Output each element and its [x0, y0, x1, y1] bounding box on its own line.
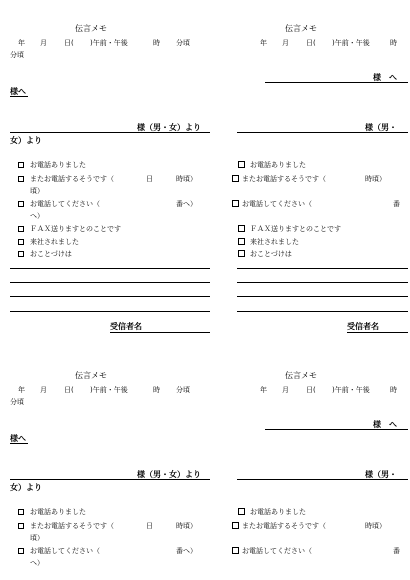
date-year-label: 年: [18, 386, 25, 394]
checkbox-please-call[interactable]: [232, 547, 239, 554]
item-time: 時頃）: [365, 522, 386, 530]
checkbox-called[interactable]: [238, 161, 245, 168]
item-will-call: またお電話するそうです（: [242, 522, 326, 530]
item-number-wrap: へ）: [30, 559, 44, 567]
date-month-label: 月: [282, 39, 289, 47]
item-will-call: またお電話するそうです（: [30, 175, 114, 183]
memo-top-left: [0, 0, 200, 340]
checkbox-message[interactable]: [238, 250, 245, 257]
item-number-wrap: へ）: [30, 212, 44, 220]
message-line-1[interactable]: [237, 268, 408, 269]
checkbox-please-call[interactable]: [18, 548, 24, 554]
item-number: 番: [393, 547, 400, 555]
from-line: [10, 479, 210, 480]
message-line-4[interactable]: [237, 311, 408, 312]
memo-bottom-right: [230, 345, 410, 580]
item-will-call: またお電話するそうです（: [30, 522, 114, 530]
to-line[interactable]: [265, 82, 408, 83]
receiver-line[interactable]: [110, 332, 210, 333]
checkbox-fax[interactable]: [18, 226, 24, 232]
item-please-call: お電話してください（: [30, 200, 100, 208]
item-number: 番へ）: [176, 200, 197, 208]
date-minute-wrap: 分頃: [10, 51, 24, 59]
date-day-label: 日(: [64, 386, 74, 394]
item-time-wrap: 頃）: [30, 534, 44, 542]
item-fax: ＦＡＸ送りますとのことです: [250, 225, 341, 233]
item-please-call: お電話してください（: [30, 547, 100, 555]
from-label: 様（男・: [365, 123, 397, 132]
checkbox-will-call[interactable]: [232, 175, 239, 182]
checkbox-please-call[interactable]: [232, 200, 239, 207]
date-day-label: 日(: [306, 386, 316, 394]
item-called: お電話ありました: [30, 161, 86, 169]
item-number: 番: [393, 200, 400, 208]
date-hour-label: 時: [390, 386, 397, 394]
date-year-label: 年: [18, 39, 25, 47]
date-year-label: 年: [260, 386, 267, 394]
to-label: 様 へ: [373, 420, 397, 429]
memo-title: 伝言メモ: [285, 371, 317, 380]
checkbox-called[interactable]: [238, 508, 245, 515]
receiver-label: 受信者名: [347, 322, 379, 331]
item-number: 番へ）: [176, 547, 197, 555]
item-time-wrap: 頃）: [30, 187, 44, 195]
from-label: 様（男・女）より: [137, 470, 201, 479]
item-visited: 来社されました: [30, 238, 79, 246]
message-line-2[interactable]: [237, 282, 408, 283]
date-ampm-label: )午前・午後: [90, 386, 128, 394]
date-ampm-label: )午前・午後: [332, 39, 370, 47]
memo-title: 伝言メモ: [285, 24, 317, 33]
date-hour-label: 時: [153, 386, 160, 394]
from-label: 様（男・女）より: [137, 123, 201, 132]
to-label: 様へ: [10, 434, 26, 443]
to-label: 様へ: [10, 87, 26, 96]
item-will-call: またお電話するそうです（: [242, 175, 326, 183]
to-label: 様 へ: [373, 73, 397, 82]
message-line-4[interactable]: [10, 311, 210, 312]
item-please-call: お電話してください（: [242, 200, 312, 208]
message-line-2[interactable]: [10, 282, 210, 283]
receiver-label: 受信者名: [110, 322, 142, 331]
date-day-label: 日(: [306, 39, 316, 47]
checkbox-fax[interactable]: [238, 225, 245, 232]
from-wrap: 女）より: [10, 483, 42, 492]
to-line[interactable]: [265, 429, 408, 430]
date-year-label: 年: [260, 39, 267, 47]
date-month-label: 月: [40, 386, 47, 394]
memo-top-right: [230, 0, 410, 340]
item-visited: 来社されました: [250, 238, 299, 246]
to-underline: [10, 96, 28, 97]
date-month-label: 月: [40, 39, 47, 47]
checkbox-visited[interactable]: [238, 238, 245, 245]
item-message: おことづけは: [250, 250, 292, 258]
item-fax: ＦＡＸ送りますとのことです: [30, 225, 121, 233]
date-ampm-label: )午前・午後: [90, 39, 128, 47]
date-minute-label: 分頃: [176, 39, 190, 47]
from-label: 様（男・: [365, 470, 397, 479]
to-underline: [10, 443, 28, 444]
date-minute-label: 分頃: [176, 386, 190, 394]
checkbox-called[interactable]: [18, 509, 24, 515]
from-line[interactable]: [237, 132, 408, 133]
date-minute-wrap: 分頃: [10, 398, 24, 406]
from-wrap: 女）より: [10, 136, 42, 145]
receiver-line[interactable]: [347, 332, 408, 333]
memo-bottom-left: [0, 345, 200, 580]
item-time: 時頃）: [365, 175, 386, 183]
checkbox-will-call[interactable]: [18, 176, 24, 182]
item-day: 日: [146, 175, 153, 183]
message-line-3[interactable]: [10, 296, 210, 297]
message-line-1[interactable]: [10, 268, 210, 269]
item-please-call: お電話してください（: [242, 547, 312, 555]
from-line: [10, 132, 210, 133]
item-called: お電話ありました: [30, 508, 86, 516]
memo-title: 伝言メモ: [75, 24, 107, 33]
checkbox-will-call[interactable]: [232, 522, 239, 529]
message-line-3[interactable]: [237, 296, 408, 297]
item-time: 時頃）: [176, 175, 197, 183]
item-time: 時頃）: [176, 522, 197, 530]
item-message: おことづけは: [30, 250, 72, 258]
from-line[interactable]: [237, 479, 408, 480]
checkbox-called[interactable]: [18, 162, 24, 168]
date-hour-label: 時: [153, 39, 160, 47]
item-day: 日: [146, 522, 153, 530]
checkbox-please-call[interactable]: [18, 201, 24, 207]
date-day-label: 日(: [64, 39, 74, 47]
date-hour-label: 時: [390, 39, 397, 47]
date-month-label: 月: [282, 386, 289, 394]
checkbox-message[interactable]: [18, 251, 24, 257]
item-called: お電話ありました: [250, 161, 306, 169]
date-ampm-label: )午前・午後: [332, 386, 370, 394]
memo-title: 伝言メモ: [75, 371, 107, 380]
checkbox-will-call[interactable]: [18, 523, 24, 529]
item-called: お電話ありました: [250, 508, 306, 516]
checkbox-visited[interactable]: [18, 239, 24, 245]
